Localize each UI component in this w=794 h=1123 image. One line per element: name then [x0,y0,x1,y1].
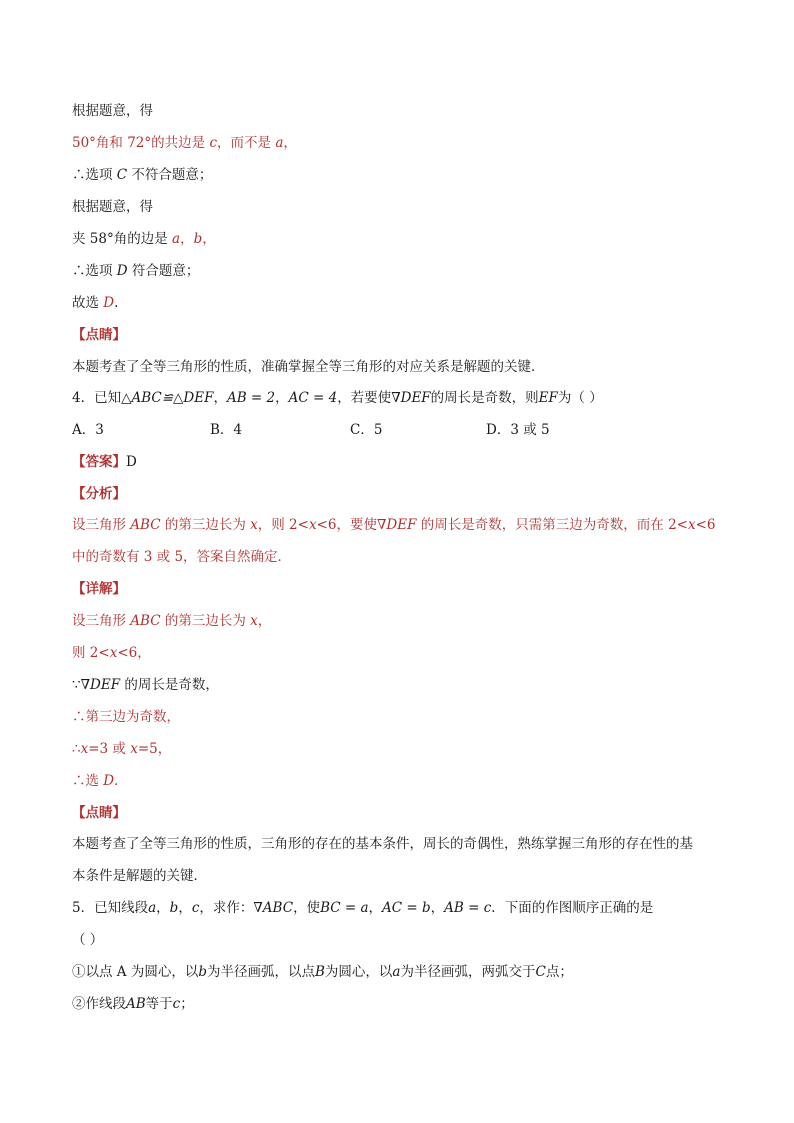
comment-heading: 【点睛】 [72,805,126,821]
detail-line: ∵∇DEF 的周长是奇数， [72,677,219,693]
text-line: 故选 D. [72,295,119,311]
detail-line: ∴第三边为奇数， [72,709,180,725]
analysis-heading: 【分析】 [72,486,126,502]
detail-line: ∴x=3 或 x=5， [72,741,172,757]
question-5-stem: 5．已知线段a，b，c，求作：∇ABC，使BC = a，AC = b，AB = c．下面的作图顺序正确的是 [72,900,654,916]
option-a: A．3 [72,422,104,438]
question-4-options [72,420,550,440]
comment-text: 本条件是解题的关键． [72,868,207,884]
question-4-stem: 4．已知△ABC≌△DEF，AB = 2，AC = 4，若要使∇DEF的周长是奇数，则EF为（ ） [72,390,603,406]
comment-text: 本题考查了全等三角形的性质，三角形的存在的基本条件，周长的奇偶性，熟练掌握三角形的存在性的基 [72,836,693,852]
detail-line: 则 2<x<6， [72,645,151,661]
analysis-text-2: 中的奇数有 3 或 5，答案自然确定． [72,549,292,565]
text-line: 夹 58°角的边是 a，b， [72,231,216,247]
detail-line: ∴选 D． [72,773,128,789]
detail-heading: 【详解】 [72,581,126,597]
detail-line: 设三角形 ABC 的第三边长为 x， [72,613,272,629]
text-line: 50°角和 72°的共边是 c，而不是 a， [72,135,297,151]
option-c: C．5 [350,422,383,438]
analysis-text-1: 设三角形 ABC 的第三边长为 x，则 2<x<6，要使∇DEF 的周长是奇数，只需第三边为奇数，而在 2<x<6 [72,517,716,533]
option-b: B．4 [210,422,243,438]
question-5-step-1: ①以点 A 为圆心，以b为半径画弧，以点B为圆心，以a为半径画弧，两弧交于C点； [72,964,573,980]
comment-text: 本题考查了全等三角形的性质，准确掌握全等三角形的对应关系是解题的关键． [72,359,545,375]
text-line: ∴选项 D 符合题意； [72,263,200,279]
text-line: ∴选项 C 不符合题意； [72,167,213,183]
answer-line: 【答案】D [72,454,137,470]
question-5-step-2: ②作线段AB等于c； [72,996,194,1012]
option-d: D．3 或 5 [486,422,550,438]
comment-heading: 【点睛】 [72,327,126,343]
text-line: 根据题意，得 [72,199,153,215]
question-5-paren: （ ） [72,932,104,948]
text-line: 根据题意，得 [72,103,153,119]
